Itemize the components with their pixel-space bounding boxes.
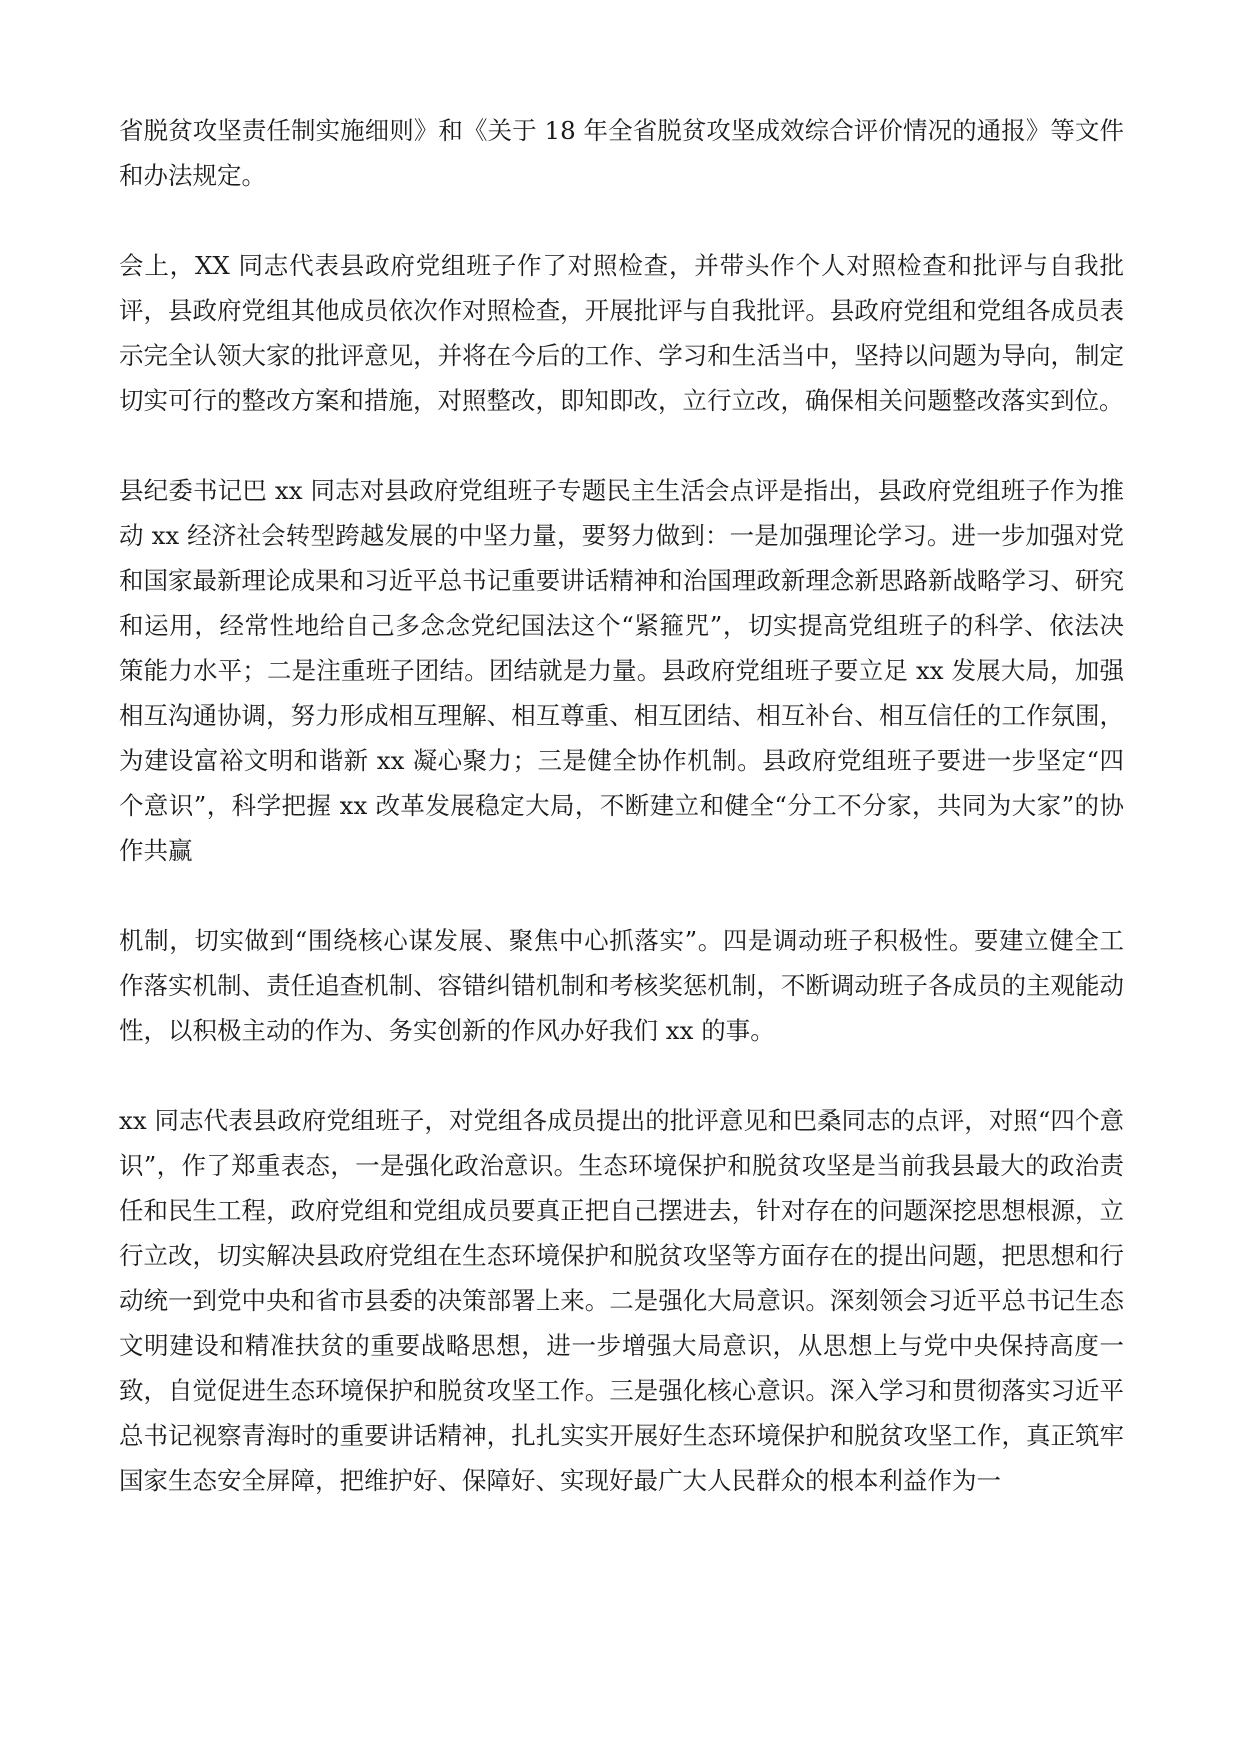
paragraph-3: 县纪委书记巴 xx 同志对县政府党组班子专题民主生活会点评是指出，县政府党组班子作为推动 xx 经济社会转型跨越发展的中坚力量，要努力做到：一是加强理论学习。进一步加强对党和国家最新理论成果和习近平总书记重要讲话精神和治国理政新理念新思路新战略学习、研究和运用，经常性地给自己多念念党纪国法这个“紧箍咒”，切实提高党组班子的科学、依法决策能力水平；二是注重班子团结。团结就是力量。县政府党组班子要立足 xx 发展大局，加强相互沟通协调，努力形成相互理解、相互尊重、相互团结、相互补台、相互信任的工作氛围，为建设富裕文明和谐新 xx 凝心聚力；三是健全协作机制。县政府党组班子要进一步坚定“四个意识”，科学把握 xx 改革发展稳定大局，不断建立和健全“分工不分家，共同为大家”的协作共赢 [119, 476, 1124, 865]
paragraph-1: 省脱贫攻坚责任制实施细则》和《关于 18 年全省脱贫攻坚成效综合评价情况的通报》等文件和办法规定。 [119, 116, 1124, 190]
document-body [119, 108, 1124, 1548]
paragraph-2: 会上，XX 同志代表县政府党组班子作了对照检查，并带头作个人对照检查和批评与自我批评，县政府党组其他成员依次作对照检查，开展批评与自我批评。县政府党组和党组各成员表示完全认领大家的批评意见，并将在今后的工作、学习和生活当中，坚持以问题为导向，制定切实可行的整改方案和措施，对照整改，即知即改，立行立改，确保相关问题整改落实到位。 [119, 251, 1124, 415]
paragraph-4: 机制，切实做到“围绕核心谋发展、聚焦中心抓落实”。四是调动班子积极性。要建立健全工作落实机制、责任追查机制、容错纠错机制和考核奖惩机制，不断调动班子各成员的主观能动性，以积极主动的作为、务实创新的作风办好我们 xx 的事。 [119, 926, 1124, 1045]
paragraph-5: xx 同志代表县政府党组班子，对党组各成员提出的批评意见和巴桑同志的点评，对照“四个意识”，作了郑重表态，一是强化政治意识。生态环境保护和脱贫攻坚是当前我县最大的政治责任和民生工程，政府党组和党组成员要真正把自己摆进去，针对存在的问题深挖思想根源，立行立改，切实解决县政府党组在生态环境保护和脱贫攻坚等方面存在的提出问题，把思想和行动统一到党中央和省市县委的决策部署上来。二是强化大局意识。深刻领会习近平总书记生态文明建设和精准扶贫的重要战略思想，进一步增强大局意识，从思想上与党中央保持高度一致，自觉促进生态环境保护和脱贫攻坚工作。三是强化核心意识。深入学习和贯彻落实习近平总书记视察青海时的重要讲话精神，扎扎实实开展好生态环境保护和脱贫攻坚工作，真正筑牢国家生态安全屏障，把维护好、保障好、实现好最广大人民群众的根本利益作为一 [119, 1106, 1124, 1495]
